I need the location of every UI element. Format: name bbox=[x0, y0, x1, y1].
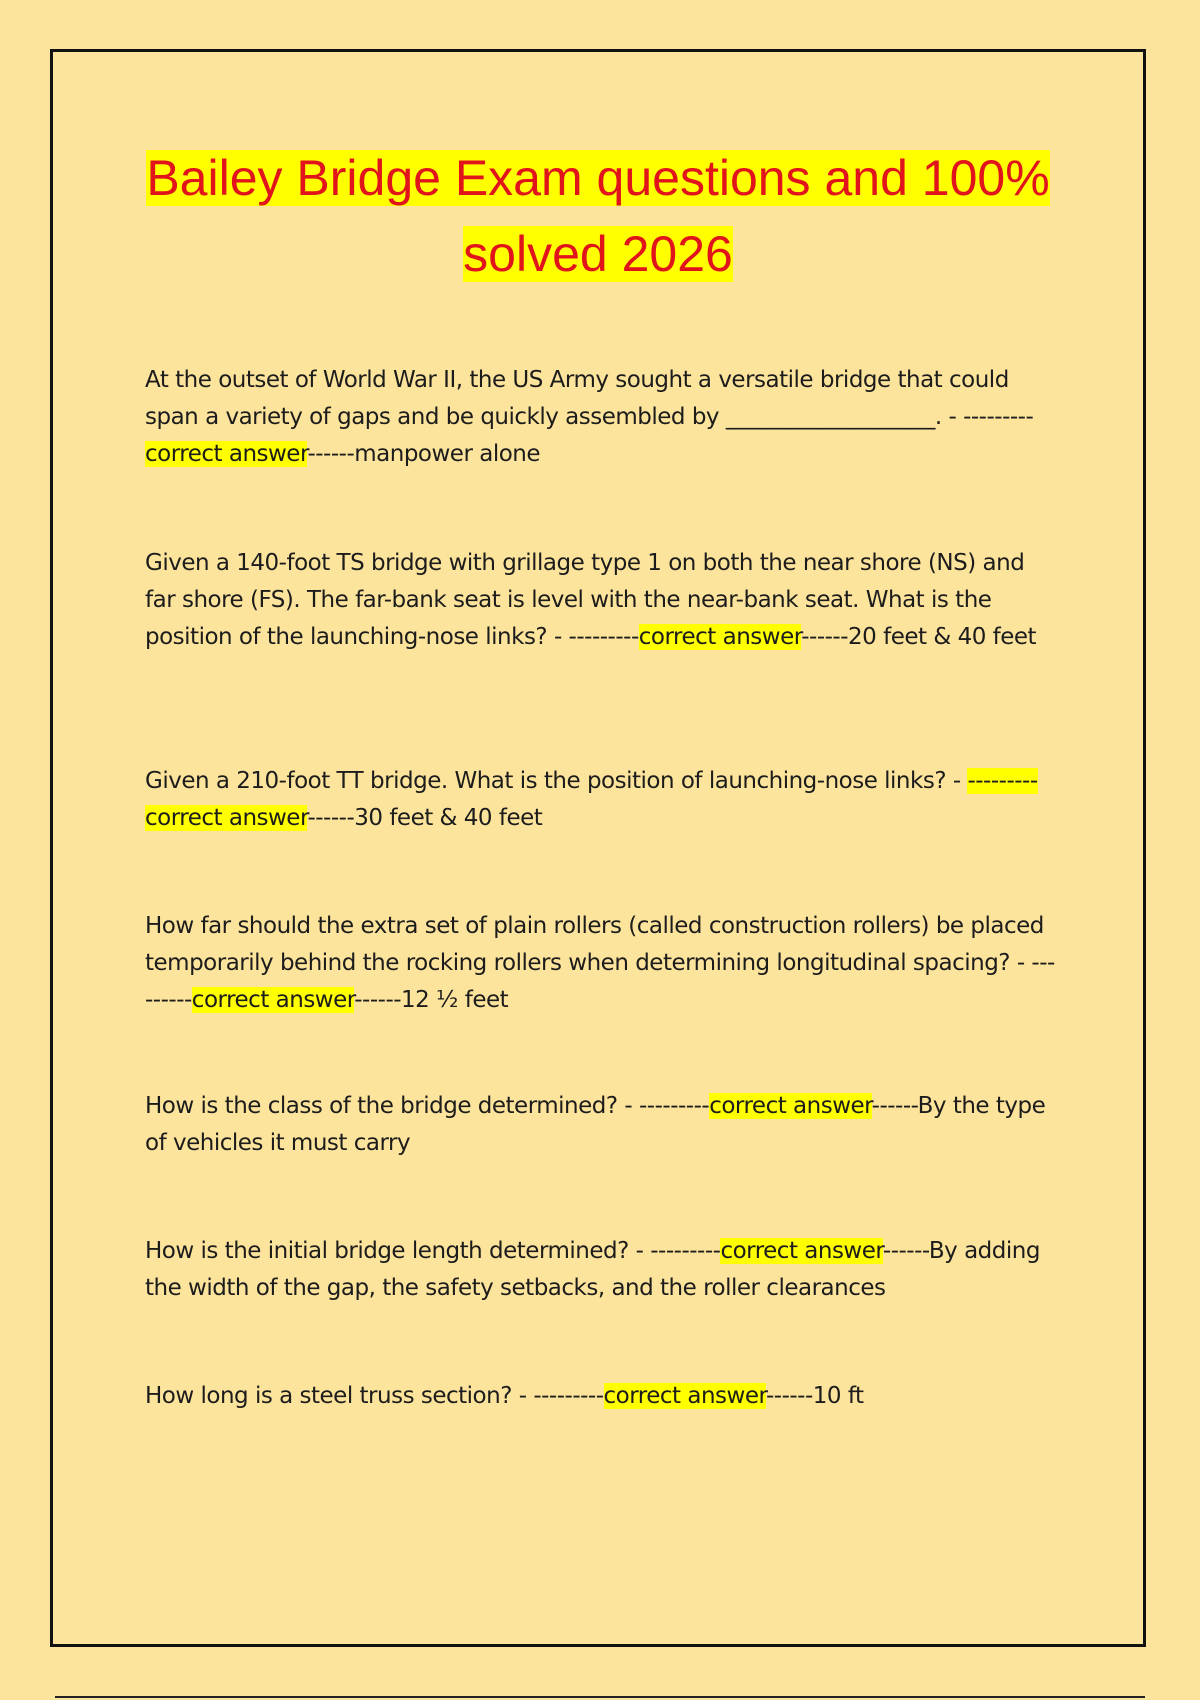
question-text: At the outset of World War II, the US Army sought a versatile bridge that could span a variety of gaps and be quickly assembled by ___________________. - --------- bbox=[145, 367, 1034, 430]
title-line-1: Bailey Bridge Exam questions and 100% bbox=[146, 150, 1050, 206]
correct-answer-marker: correct answer bbox=[638, 624, 802, 650]
correct-answer-marker: ---------correct answer bbox=[145, 768, 1038, 831]
answer-text: ------manpower alone bbox=[307, 441, 541, 467]
footer-rule bbox=[55, 1696, 1145, 1698]
question-text: Given a 140-foot TS bridge with grillage type 1 on both the near shore (NS) and far shore (FS). The far-bank seat is level with the near-bank seat. What is the position of the launching-nose links? - --------- bbox=[145, 550, 1025, 650]
question-text: Given a 210-foot TT bridge. What is the position of launching-nose links? - bbox=[145, 768, 968, 794]
qa-item-4 bbox=[145, 908, 1057, 1019]
qa-item-6 bbox=[145, 1233, 1057, 1307]
answer-text: ------12 ½ feet bbox=[354, 987, 509, 1013]
answer-text: ------30 feet & 40 feet bbox=[307, 805, 543, 831]
qa-item-1 bbox=[145, 362, 1057, 473]
answer-text: ------By the type of vehicles it must carry bbox=[145, 1093, 1046, 1156]
question-text: How long is a steel truss section? - --------- bbox=[145, 1383, 604, 1409]
question-text: How far should the extra set of plain rollers (called construction rollers) be placed temporarily behind the rocking rollers when determining longitudinal spacing? - --------- bbox=[145, 913, 1055, 1013]
qa-item-3 bbox=[145, 763, 1057, 837]
correct-answer-marker: correct answer bbox=[191, 987, 355, 1013]
qa-item-2 bbox=[145, 545, 1057, 656]
correct-answer-marker: correct answer bbox=[603, 1383, 766, 1409]
question-text: How is the initial bridge length determined? - --------- bbox=[145, 1238, 721, 1264]
correct-answer-marker: correct answer bbox=[720, 1238, 883, 1264]
answer-text: ------By adding the width of the gap, the safety setbacks, and the roller clearances bbox=[145, 1238, 1040, 1301]
correct-answer-marker: correct answer bbox=[709, 1093, 872, 1119]
title-line-2: solved 2026 bbox=[463, 226, 733, 282]
document-title bbox=[50, 140, 1146, 292]
correct-answer-marker: correct answer bbox=[145, 441, 308, 467]
qa-item-5 bbox=[145, 1088, 1057, 1162]
answer-text: ------10 ft bbox=[765, 1383, 864, 1409]
qa-item-7 bbox=[145, 1378, 1057, 1415]
question-text: How is the class of the bridge determined? - --------- bbox=[145, 1093, 710, 1119]
answer-text: ------20 feet & 40 feet bbox=[801, 624, 1037, 650]
